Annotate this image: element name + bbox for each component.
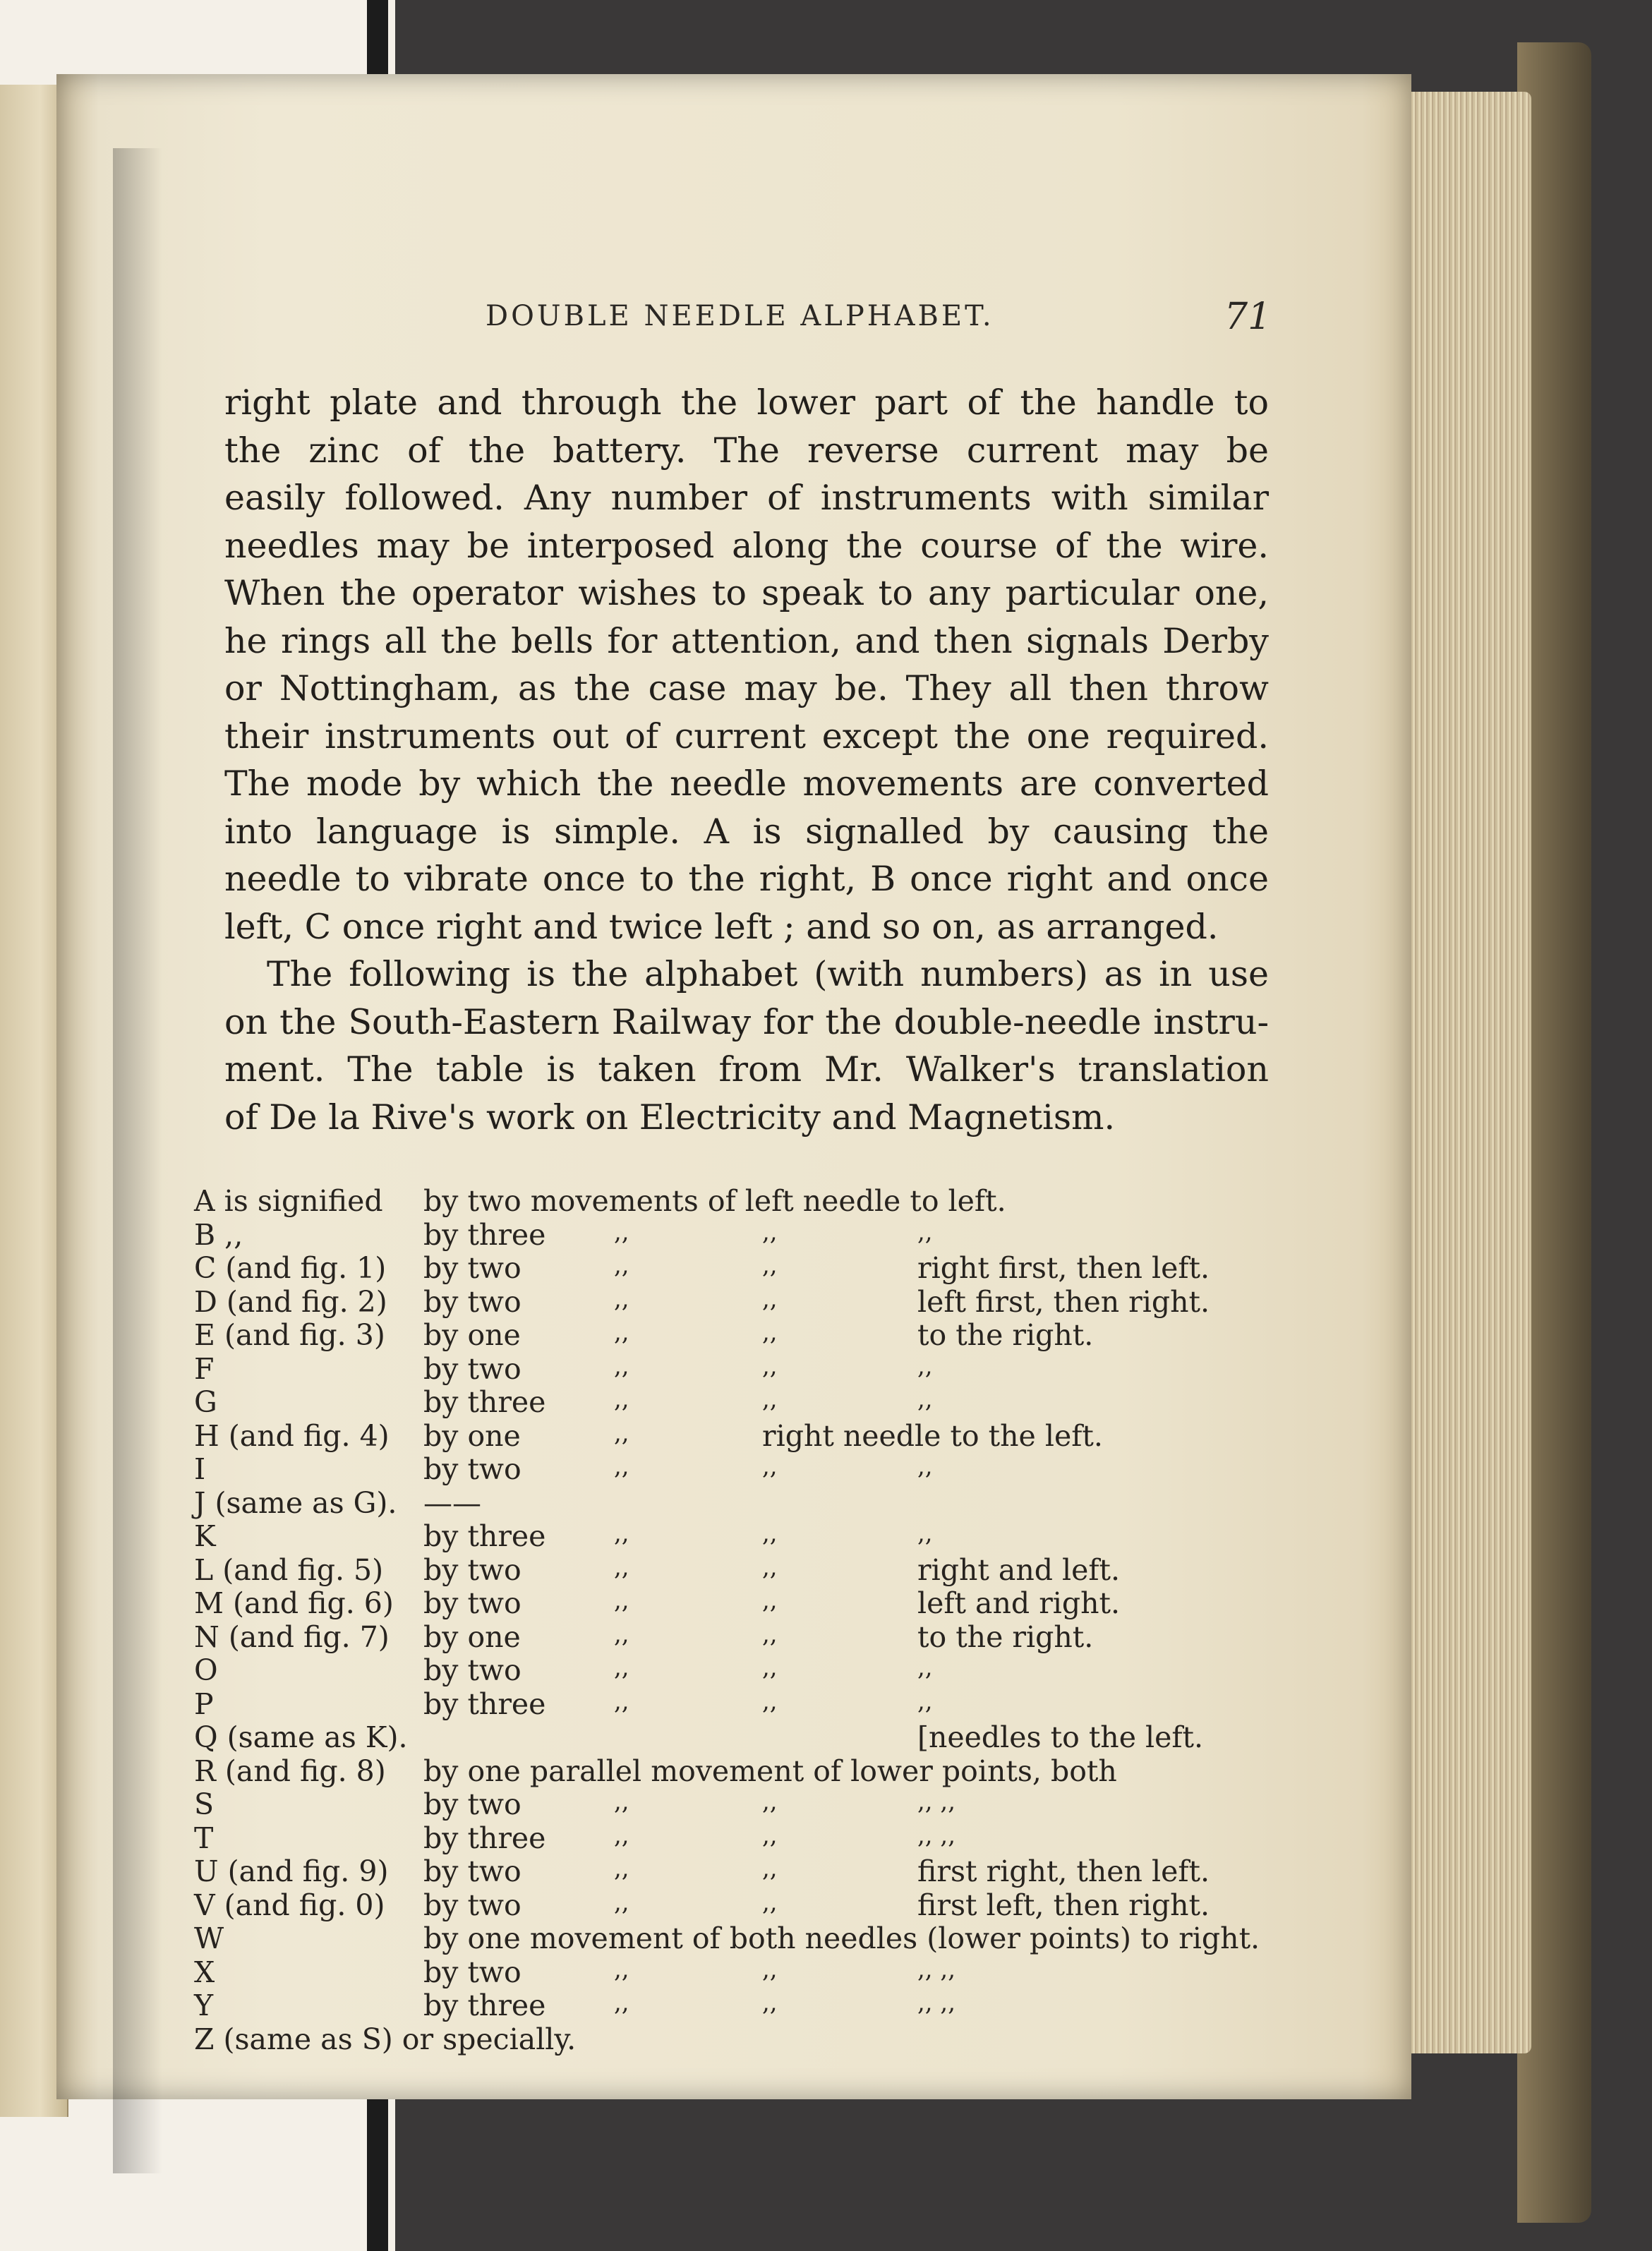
table-cell-c3: ,,: [614, 1619, 629, 1648]
table-cell-letter: P: [194, 1686, 214, 1721]
table-cell-count: by one movement of both needles (lower points) to right.: [423, 1921, 1260, 1955]
table-cell-c5: left and right.: [917, 1586, 1121, 1620]
table-row: [56, 1218, 1411, 1252]
table-cell-count: by two: [423, 1955, 521, 1989]
table-cell-c3: ,,: [614, 1351, 629, 1380]
body-line: of De la Rive's work on Electricity and Magnetism.: [224, 1097, 1116, 1137]
table-cell-c4: ,,: [762, 1955, 778, 1984]
table-row: [56, 2022, 1411, 2056]
table-cell-c3: ,,: [614, 1854, 629, 1883]
table-cell-count: by three: [423, 1519, 546, 1553]
table-cell-count: by two: [423, 1251, 521, 1285]
body-line: the zinc of the battery. The reverse current may be: [224, 430, 1269, 471]
table-cell-count: by three: [423, 1821, 546, 1855]
table-cell-letter: B ,,: [194, 1217, 243, 1252]
body-line: needles may be interposed along the course of the wire.: [224, 525, 1269, 566]
body-line: easily followed. Any number of instruments with similar: [224, 478, 1269, 518]
table-cell-c4: ,,: [762, 1653, 778, 1682]
table-cell-count: by three: [423, 1385, 546, 1419]
table-row: [56, 1854, 1411, 1888]
table-cell-c4: ,,: [762, 1318, 778, 1346]
table-row: [56, 1821, 1411, 1855]
table-row: [56, 1251, 1411, 1285]
table-row: [56, 1787, 1411, 1821]
table-cell-c4: ,,: [762, 1552, 778, 1581]
table-cell-letter: J (same as G).: [194, 1485, 397, 1520]
table-cell-letter: G: [194, 1385, 217, 1419]
running-title: DOUBLE NEEDLE ALPHABET.: [486, 300, 994, 332]
table-row: [56, 1385, 1411, 1419]
table-cell-c5: ,,: [917, 1452, 933, 1480]
table-cell-c4: ,,: [762, 1586, 778, 1615]
table-cell-c3: ,,: [614, 1586, 629, 1615]
table-cell-letter: Y: [194, 1989, 214, 2022]
table-cell-c5: ,,: [917, 1217, 933, 1246]
body-line: or Nottingham, as the case may be. They all then throw: [224, 668, 1269, 708]
table-cell-c4: ,,: [762, 1619, 778, 1648]
table-row: [56, 1285, 1411, 1319]
table-cell-c5: left first, then right.: [917, 1284, 1210, 1319]
table-cell-c5: ,,: [917, 1351, 933, 1380]
table-cell-c5: ,,: [917, 1519, 933, 1547]
table-cell-letter: A is signified: [194, 1184, 383, 1218]
table-cell-count: by three: [423, 1989, 546, 2022]
table-cell-count: by one: [423, 1418, 521, 1453]
table-cell-count: by three: [423, 1217, 546, 1252]
table-cell-letter: Z (same as S) or specially.: [194, 2022, 577, 2056]
table-row: [56, 1419, 1411, 1453]
table-cell-count: by two: [423, 1552, 521, 1587]
table-cell-letter: S: [194, 1787, 215, 1821]
table-cell-c4: ,,: [762, 1787, 778, 1816]
table-cell-c5: ,, ,,: [917, 1787, 956, 1816]
table-cell-letter: V (and fig. 0): [194, 1888, 385, 1922]
table-row: [56, 1184, 1411, 1218]
table-cell-c5: ,, ,,: [917, 1821, 956, 1849]
table-row: [56, 1955, 1411, 1989]
table-cell-c5: ,, ,,: [917, 1955, 956, 1984]
table-row: [56, 1653, 1411, 1687]
body-line: When the operator wishes to speak to any particular one,: [224, 573, 1269, 613]
table-cell-letter: F: [194, 1351, 215, 1386]
table-cell-c3: ,,: [614, 1552, 629, 1581]
table-cell-letter: Q (same as K).: [194, 1720, 408, 1754]
table-cell-letter: T: [194, 1821, 214, 1855]
page-number: 71: [1224, 296, 1272, 338]
table-cell-c5: to the right.: [917, 1619, 1094, 1654]
table-cell-count: by two movements of left needle to left.: [423, 1184, 1006, 1218]
table-cell-c5: ,,: [917, 1653, 933, 1682]
table-cell-c3: ,,: [614, 1955, 629, 1984]
table-cell-letter: K: [194, 1519, 216, 1553]
table-cell-c3: ,,: [614, 1989, 629, 2017]
body-line: The mode by which the needle movements are converted: [224, 764, 1269, 804]
body-line: The following is the alphabet (with numbers) as in use: [267, 954, 1269, 994]
table-row: [56, 1754, 1411, 1788]
table-cell-c3: ,,: [614, 1686, 629, 1715]
table-cell-c4: ,,: [762, 1989, 778, 2017]
table-cell-c3: ,,: [614, 1452, 629, 1480]
body-line: on the South-Eastern Railway for the double-needle instru-: [224, 1001, 1269, 1042]
table-row: [56, 1989, 1411, 2022]
table-row: [56, 1687, 1411, 1721]
body-line: right plate and through the lower part of the handle to: [224, 382, 1269, 423]
table-row: [56, 1586, 1411, 1620]
table-cell-letter: M (and fig. 6): [194, 1586, 394, 1620]
table-cell-c3: ,,: [614, 1821, 629, 1849]
table-cell-c4: right needle to the left.: [762, 1418, 1103, 1453]
table-cell-c3: ,,: [614, 1284, 629, 1313]
table-cell-letter: N (and fig. 7): [194, 1619, 390, 1654]
table-cell-c3: ,,: [614, 1385, 629, 1413]
table-row: [56, 1720, 1411, 1754]
table-cell-c3: ,,: [614, 1519, 629, 1547]
table-cell-count: by two: [423, 1284, 521, 1319]
table-row: [56, 1921, 1411, 1955]
table-cell-count: by three: [423, 1686, 546, 1721]
page-edges: [1394, 92, 1531, 2053]
table-cell-letter: D (and fig. 2): [194, 1284, 387, 1319]
table-cell-count: by two: [423, 1888, 521, 1922]
table-cell-c5: right first, then left.: [917, 1251, 1210, 1285]
body-line: ment. The table is taken from Mr. Walker's translation: [224, 1049, 1269, 1090]
table-cell-count: by two: [423, 1854, 521, 1888]
table-cell-c4: ,,: [762, 1351, 778, 1380]
table-cell-count: by one: [423, 1318, 521, 1352]
body-line: needle to vibrate once to the right, B once right and once: [224, 859, 1269, 899]
table-cell-c4: ,,: [762, 1888, 778, 1917]
table-cell-c4: ,,: [762, 1519, 778, 1547]
table-cell-letter: L (and fig. 5): [194, 1552, 384, 1587]
table-cell-c5: ,,: [917, 1385, 933, 1413]
table-cell-count: by two: [423, 1653, 521, 1687]
body-line: into language is simple. A is signalled by causing the: [224, 811, 1269, 852]
table-cell-letter: O: [194, 1653, 218, 1687]
table-cell-c3: ,,: [614, 1217, 629, 1246]
table-cell-letter: W: [194, 1921, 224, 1955]
table-cell-count: by two: [423, 1452, 521, 1486]
table-row: [56, 1553, 1411, 1587]
table-cell-count: by two: [423, 1787, 521, 1821]
body-line: he rings all the bells for attention, and then signals Derby: [224, 620, 1269, 661]
table-cell-letter: E (and fig. 3): [194, 1318, 385, 1352]
table-cell-count: by two: [423, 1586, 521, 1620]
table-cell-count: by one parallel movement of lower points, both: [423, 1754, 1117, 1788]
table-row: [56, 1318, 1411, 1352]
table-cell-c3: ,,: [614, 1888, 629, 1917]
body-text: [224, 379, 1269, 1141]
table-cell-c5: first right, then left.: [917, 1854, 1210, 1888]
table-cell-c3: ,,: [614, 1653, 629, 1682]
table-cell-letter: H (and fig. 4): [194, 1418, 390, 1453]
table-cell-c3: ,,: [614, 1318, 629, 1346]
body-line: their instruments out of current except the one required.: [224, 716, 1269, 756]
table-cell-c4: ,,: [762, 1385, 778, 1413]
table-cell-c3: ,,: [614, 1787, 629, 1816]
table-cell-c5: right and left.: [917, 1552, 1121, 1587]
table-cell-letter: X: [194, 1955, 215, 1989]
table-cell-c5: ,,: [917, 1686, 933, 1715]
page-header: [56, 296, 1411, 342]
table-cell-c5: [needles to the left.: [917, 1720, 1204, 1754]
table-cell-letter: I: [194, 1452, 206, 1486]
table-row: [56, 1519, 1411, 1553]
table-cell-c3: ,,: [614, 1418, 629, 1447]
table-cell-letter: U (and fig. 9): [194, 1854, 389, 1888]
table-cell-c3: ,,: [614, 1251, 629, 1279]
table-row: [56, 1620, 1411, 1654]
table-row: [56, 1352, 1411, 1386]
table-row: [56, 1452, 1411, 1486]
body-line: left, C once right and twice left ; and so on, as arranged.: [224, 906, 1219, 947]
table-cell-letter: C (and fig. 1): [194, 1251, 387, 1285]
table-cell-count: by one: [423, 1619, 521, 1654]
book-page: [56, 74, 1411, 2099]
table-cell-c4: ,,: [762, 1452, 778, 1480]
table-row: [56, 1888, 1411, 1922]
table-cell-c5: to the right.: [917, 1318, 1094, 1352]
table-cell-c5: ,, ,,: [917, 1989, 956, 2017]
table-cell-c4: ,,: [762, 1821, 778, 1849]
table-cell-letter: R (and fig. 8): [194, 1754, 386, 1788]
table-cell-c4: ,,: [762, 1251, 778, 1279]
table-row: [56, 1486, 1411, 1520]
table-cell-c4: ,,: [762, 1217, 778, 1246]
table-cell-count: ——: [423, 1485, 481, 1520]
table-cell-count: by two: [423, 1351, 521, 1386]
table-cell-c5: first left, then right.: [917, 1888, 1210, 1922]
table-cell-c4: ,,: [762, 1686, 778, 1715]
table-cell-c4: ,,: [762, 1284, 778, 1313]
table-cell-c4: ,,: [762, 1854, 778, 1883]
